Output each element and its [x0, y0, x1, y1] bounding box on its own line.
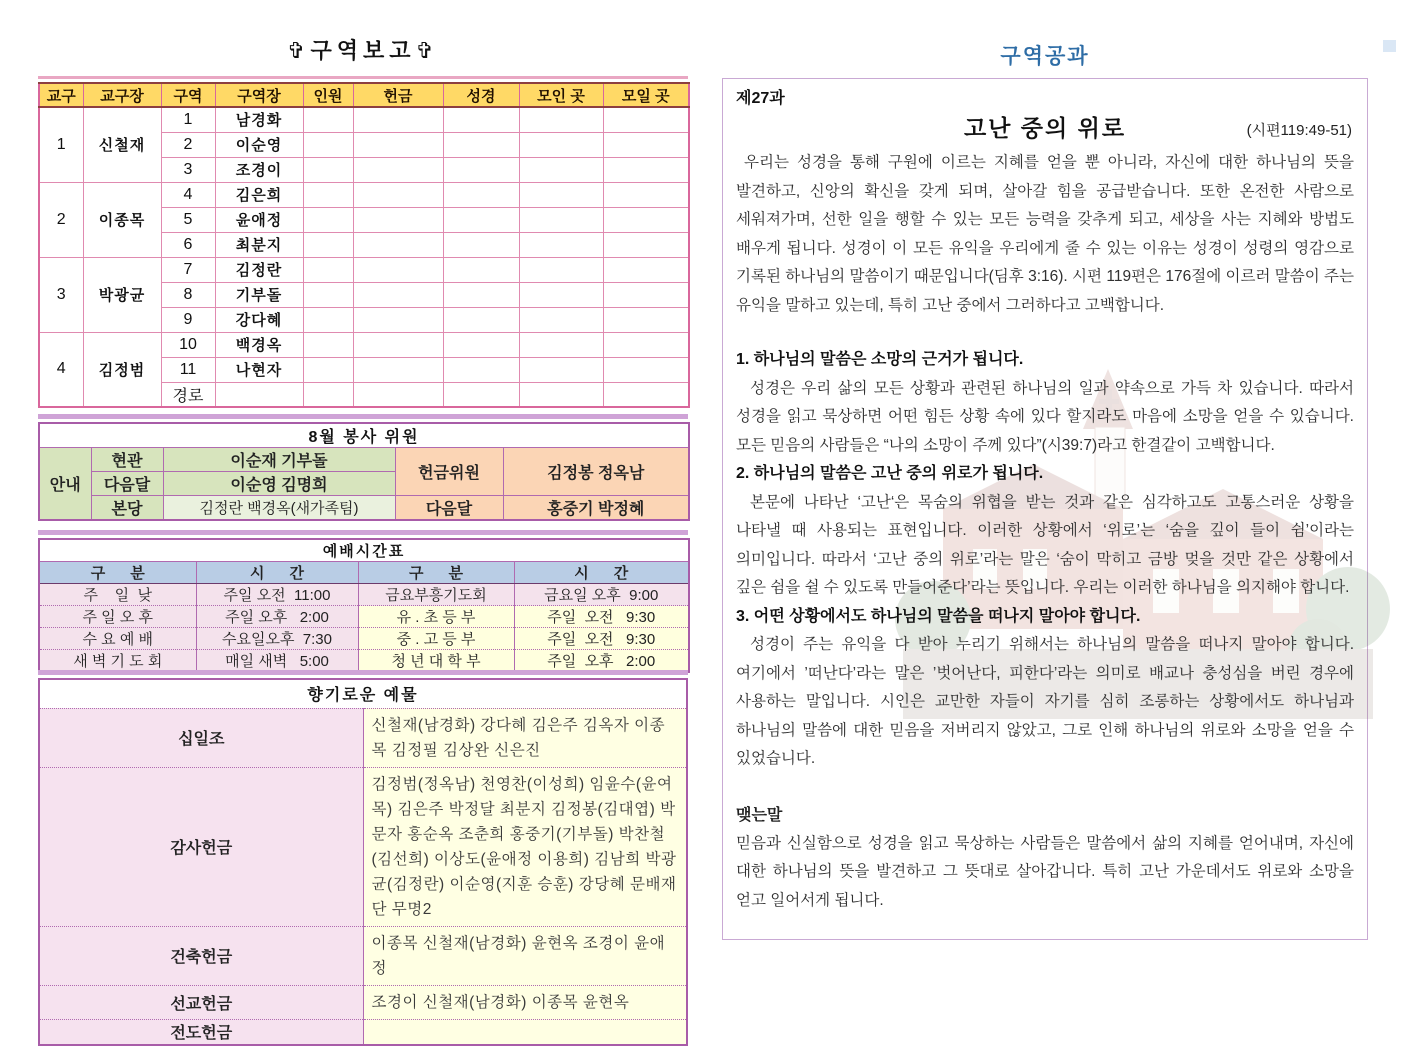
- divider-line: [38, 414, 688, 419]
- offering-type-label: 십일조: [39, 708, 363, 767]
- cell-number: 6: [161, 232, 215, 257]
- cell-leader-name: 백경옥: [215, 332, 303, 357]
- cell-leader-name: [215, 382, 303, 407]
- cell-leader-name: 윤애정: [215, 207, 303, 232]
- empty-cell: [603, 282, 689, 307]
- district-leader: 이종목: [83, 182, 161, 257]
- empty-cell: [353, 257, 443, 282]
- offering-names: 김정범(정옥남) 천영찬(이성희) 임윤수(윤여목) 김은주 박정달 최분지 김정봉(김대엽) 박문자 홍순옥 조춘희 홍중기(기부돌) 박찬철(김선희) 이상도(윤애정 이용희) 김남희 박광균(김정란) 이순영(지훈 승훈) 강당혜 문배재단 무명2: [363, 767, 687, 926]
- service-time: 주일 오후 2:00: [196, 606, 358, 628]
- service-time: 주일 오전 9:30: [514, 606, 689, 628]
- empty-cell: [353, 357, 443, 382]
- empty-cell: [303, 382, 353, 407]
- service-name: 금요부흥기도회: [358, 584, 514, 606]
- cell-number: 5: [161, 207, 215, 232]
- empty-cell: [603, 232, 689, 257]
- district-leader: 박광균: [83, 257, 161, 332]
- conclusion-heading: 맺는말: [736, 806, 783, 824]
- guide-label: 안내: [39, 448, 91, 521]
- empty-cell: [519, 132, 603, 157]
- report-row: [39, 257, 689, 282]
- offering-next-label: 다음달: [395, 496, 503, 521]
- decorative-square: [1383, 40, 1396, 52]
- empty-cell: [303, 182, 353, 207]
- report-column-header: 교구장: [83, 83, 161, 107]
- worship-schedule-section: [38, 530, 688, 673]
- empty-cell: [353, 107, 443, 132]
- cell-number: 10: [161, 332, 215, 357]
- empty-cell: [519, 357, 603, 382]
- offering-committee-label: 헌금위원: [395, 448, 503, 496]
- district-leader: 김정범: [83, 332, 161, 407]
- offering-row: [39, 926, 687, 985]
- section-title: 8월 봉사 위원: [39, 423, 689, 448]
- service-name: 주 일 오 후: [39, 606, 196, 628]
- lesson-heading: [736, 110, 1354, 143]
- report-column-header: 교구: [39, 83, 83, 107]
- lesson-section-body: 본문에 나타난 ‘고난‘은 목숨의 위협을 받는 것과 같은 심각하고도 고통스러운 상황을 나타낼 때 사용되는 표현입니다. 이러한 상황에서 ‘위로’는 ‘숨을 깊이 들이 쉼’이라는 의미입니다. 따라서 ‘고난 중의 위로’라는 말은 ‘숨이 막히고 금방 멎을 것만 같은 상황에서 깊은 쉼을 쉴 수 있도록 만들어준다’라는 뜻입니다. 우리는 이러한 하나님을 의지해야 합니다.: [736, 493, 1354, 596]
- empty-cell: [603, 357, 689, 382]
- lesson-section-body: 성경이 주는 유익을 다 받아 누리기 위해서는 하나님의 말씀을 떠나지 말아야 합니다. 여기에서 ’떠난다’라는 말은 ’벗어난다, 피한다’라는 의미로 배교나 충성심을 버린 경우에 사용하는 말입니다. 시인은 교만한 자들이 자기를 심히 조롱하는 상황에서도 하나님과 하나님의 말씀에 대한 믿음을 저버리지 않았고, 그로 인해 하나님의 위로와 소망을 얻을 수 있었습니다.: [736, 636, 1354, 767]
- scripture-reference: (시편119:49-51): [1246, 122, 1352, 139]
- cell-leader-name: 이순영: [215, 132, 303, 157]
- svc-row-label: 다음달: [91, 472, 163, 496]
- offerings-table: [38, 678, 688, 1046]
- report-column-header: 인원: [303, 83, 353, 107]
- offering-row: [39, 985, 687, 1019]
- service-name: 유 . 초 등 부: [358, 606, 514, 628]
- cell-number: 3: [161, 157, 215, 182]
- lesson-section-heading: 2. 하나님의 말씀은 고난 중의 위로가 됩니다.: [736, 465, 1044, 482]
- empty-cell: [443, 132, 519, 157]
- cell-number: 경로: [161, 382, 215, 407]
- empty-cell: [603, 157, 689, 182]
- empty-cell: [603, 257, 689, 282]
- empty-cell: [519, 207, 603, 232]
- cell-leader-name: 김정란: [215, 257, 303, 282]
- district-report-table: [38, 82, 690, 408]
- district-number: 3: [39, 257, 83, 332]
- empty-cell: [353, 132, 443, 157]
- empty-cell: [603, 107, 689, 132]
- svc-row-value: 이순재 기부돌: [163, 448, 395, 472]
- district-leader: 신철재: [83, 107, 161, 182]
- svc-row-label: 본당: [91, 496, 163, 521]
- offering-row: [39, 708, 687, 767]
- empty-cell: [303, 232, 353, 257]
- offerings-section: [38, 670, 688, 1046]
- district-number: 1: [39, 107, 83, 182]
- report-column-header: 모인 곳: [519, 83, 603, 107]
- empty-cell: [443, 382, 519, 407]
- divider-line: [38, 76, 688, 79]
- empty-cell: [603, 182, 689, 207]
- empty-cell: [353, 157, 443, 182]
- empty-cell: [519, 157, 603, 182]
- lesson-page-title: 구역공과: [1000, 45, 1090, 68]
- empty-cell: [353, 182, 443, 207]
- cell-leader-name: 최분지: [215, 232, 303, 257]
- district-report-section: [38, 76, 688, 408]
- cell-leader-name: 강다혜: [215, 307, 303, 332]
- cell-leader-name: 조경이: [215, 157, 303, 182]
- report-row: [39, 332, 689, 357]
- lesson-number: 제27과: [736, 90, 785, 107]
- section-title: 향기로운 예물: [39, 679, 687, 708]
- offering-row: [39, 1019, 687, 1045]
- empty-cell: [303, 307, 353, 332]
- empty-cell: [519, 257, 603, 282]
- svc-row-value: 이순영 김명희: [163, 472, 395, 496]
- cell-number: 4: [161, 182, 215, 207]
- empty-cell: [443, 307, 519, 332]
- section-title: 예배시간표: [39, 539, 689, 562]
- service-time: 주일 오전 11:00: [196, 584, 358, 606]
- lesson-sections: [736, 346, 1354, 774]
- schedule-column-header: 시 간: [514, 562, 689, 584]
- cell-leader-name: 김은희: [215, 182, 303, 207]
- report-column-header: 성경: [443, 83, 519, 107]
- empty-cell: [519, 382, 603, 407]
- report-column-header: 구역장: [215, 83, 303, 107]
- offering-names: [363, 1019, 687, 1045]
- empty-cell: [353, 282, 443, 307]
- offering-row: [39, 767, 687, 926]
- empty-cell: [443, 157, 519, 182]
- empty-cell: [353, 207, 443, 232]
- report-column-header: 헌금: [353, 83, 443, 107]
- empty-cell: [443, 107, 519, 132]
- cell-number: 7: [161, 257, 215, 282]
- empty-cell: [443, 182, 519, 207]
- service-name: 청 년 대 학 부: [358, 650, 514, 673]
- lesson-title-text: 고난 중의 위로: [963, 115, 1127, 141]
- lesson-section-body: 성경은 우리 삶의 모든 상황과 관련된 하나님의 일과 약속으로 가득 차 있습니다. 따라서 성경을 읽고 묵상하면 어떤 힘든 상황 속에 있다 할지라도 마음에 소망을 얻을 수 있습니다. 모든 믿음의 사람들은 “나의 소망이 주께 있다”(시39:7)라고 한결같이 고백합니다.: [736, 379, 1354, 454]
- empty-cell: [519, 307, 603, 332]
- empty-cell: [353, 307, 443, 332]
- schedule-row: [39, 628, 689, 650]
- offering-type-label: 감사헌금: [39, 767, 363, 926]
- cell-leader-name: 남경화: [215, 107, 303, 132]
- cell-leader-name: 기부돌: [215, 282, 303, 307]
- district-number: 4: [39, 332, 83, 407]
- district-report-title: ✞구역보고✞: [287, 38, 439, 63]
- empty-cell: [303, 332, 353, 357]
- svc-row-value: 김정란 백경옥(새가족팀): [163, 496, 395, 521]
- empty-cell: [603, 332, 689, 357]
- empty-cell: [519, 182, 603, 207]
- schedule-row: [39, 606, 689, 628]
- cell-number: 8: [161, 282, 215, 307]
- svc-row-label: 현관: [91, 448, 163, 472]
- divider-line: [38, 670, 688, 675]
- cell-number: 11: [161, 357, 215, 382]
- empty-cell: [603, 132, 689, 157]
- cell-leader-name: 나현자: [215, 357, 303, 382]
- service-name: 새 벽 기 도 회: [39, 650, 196, 673]
- schedule-column-header: 구 분: [39, 562, 196, 584]
- service-time: 매일 새벽 5:00: [196, 650, 358, 673]
- empty-cell: [303, 357, 353, 382]
- service-time: 주일 오전 9:30: [514, 628, 689, 650]
- cell-number: 1: [161, 107, 215, 132]
- schedule-column-header: 구 분: [358, 562, 514, 584]
- offering-type-label: 건축헌금: [39, 926, 363, 985]
- empty-cell: [603, 307, 689, 332]
- service-committee-table: [38, 422, 690, 521]
- offering-names: 조경이 신철재(남경화) 이종목 윤현옥: [363, 985, 687, 1019]
- service-name: 주 일 낮: [39, 584, 196, 606]
- service-name: 수 요 예 배: [39, 628, 196, 650]
- empty-cell: [303, 207, 353, 232]
- empty-cell: [303, 107, 353, 132]
- empty-cell: [519, 332, 603, 357]
- empty-cell: [443, 282, 519, 307]
- empty-cell: [519, 232, 603, 257]
- offering-next-value: 홍중기 박정혜: [503, 496, 689, 521]
- empty-cell: [303, 132, 353, 157]
- empty-cell: [443, 207, 519, 232]
- divider-line: [38, 530, 688, 535]
- offering-committee-value: 김정봉 정옥남: [503, 448, 689, 496]
- empty-cell: [303, 157, 353, 182]
- service-name: 중 . 고 등 부: [358, 628, 514, 650]
- offering-names: 신철재(남경화) 강다혜 김은주 김옥자 이종목 김정필 김상완 신은진: [363, 708, 687, 767]
- empty-cell: [603, 207, 689, 232]
- schedule-row: [39, 650, 689, 673]
- lesson-intro-paragraph: 우리는 성경을 통해 구원에 이르는 지혜를 얻을 뿐 아니라, 자신에 대한 하나님의 뜻을 발견하고, 신앙의 확신을 갖게 되며, 살아갈 힘을 공급받습니다. 또한 온전한 사람으로 세워져가며, 선한 일을 행할 수 있는 모든 능력을 갖추게 되고, 세상을 사는 지혜와 방법도 배우게 됩니다. 성경이 이 모든 유익을 우리에게 줄 수 있는 이유는 성경이 성령의 영감으로 기록된 하나님의 말씀이기 때문입니다(딤후 3:16). 시편 119편은 176절에 이르러 말씀이 주는 유익을 말하고 있는데, 특히 고난 중에서 그러하다고 고백합니다.: [736, 154, 1354, 314]
- conclusion-paragraph: 믿음과 신실함으로 성경을 읽고 묵상하는 사람들은 말씀에서 삶의 지혜를 얻어내며, 자신에 대한 하나님의 뜻을 발견하고 그 뜻대로 살아갑니다. 특히 고난 가운데서도 위로와 소망을 얻고 일어서게 됩니다.: [736, 834, 1354, 909]
- report-column-header: 모일 곳: [603, 83, 689, 107]
- report-row: [39, 107, 689, 132]
- empty-cell: [303, 282, 353, 307]
- empty-cell: [353, 382, 443, 407]
- empty-cell: [519, 107, 603, 132]
- empty-cell: [443, 232, 519, 257]
- empty-cell: [443, 257, 519, 282]
- district-number: 2: [39, 182, 83, 257]
- schedule-column-header: 시 간: [196, 562, 358, 584]
- empty-cell: [303, 257, 353, 282]
- service-time: 금요일 오후 9:00: [514, 584, 689, 606]
- lesson-section-heading: 1. 하나님의 말씀은 소망의 근거가 됩니다.: [736, 351, 1024, 368]
- empty-cell: [353, 332, 443, 357]
- empty-cell: [443, 332, 519, 357]
- empty-cell: [519, 282, 603, 307]
- cell-number: 2: [161, 132, 215, 157]
- schedule-row: [39, 584, 689, 606]
- lesson-box: [722, 78, 1368, 940]
- service-time: 주일 오후 2:00: [514, 650, 689, 673]
- service-time: 수요일오후 7:30: [196, 628, 358, 650]
- empty-cell: [603, 382, 689, 407]
- empty-cell: [353, 232, 443, 257]
- lesson-section-heading: 3. 어떤 상황에서도 하나님의 말씀을 떠나지 말아야 합니다.: [736, 607, 1141, 625]
- report-column-header: 구역: [161, 83, 215, 107]
- cell-number: 9: [161, 307, 215, 332]
- offering-names: 이종목 신철재(남경화) 윤현옥 조경이 윤애정: [363, 926, 687, 985]
- empty-cell: [443, 357, 519, 382]
- service-committee-section: [38, 414, 688, 521]
- worship-schedule-table: [38, 538, 690, 673]
- offering-type-label: 선교헌금: [39, 985, 363, 1019]
- report-row: [39, 182, 689, 207]
- offering-type-label: 전도헌금: [39, 1019, 363, 1045]
